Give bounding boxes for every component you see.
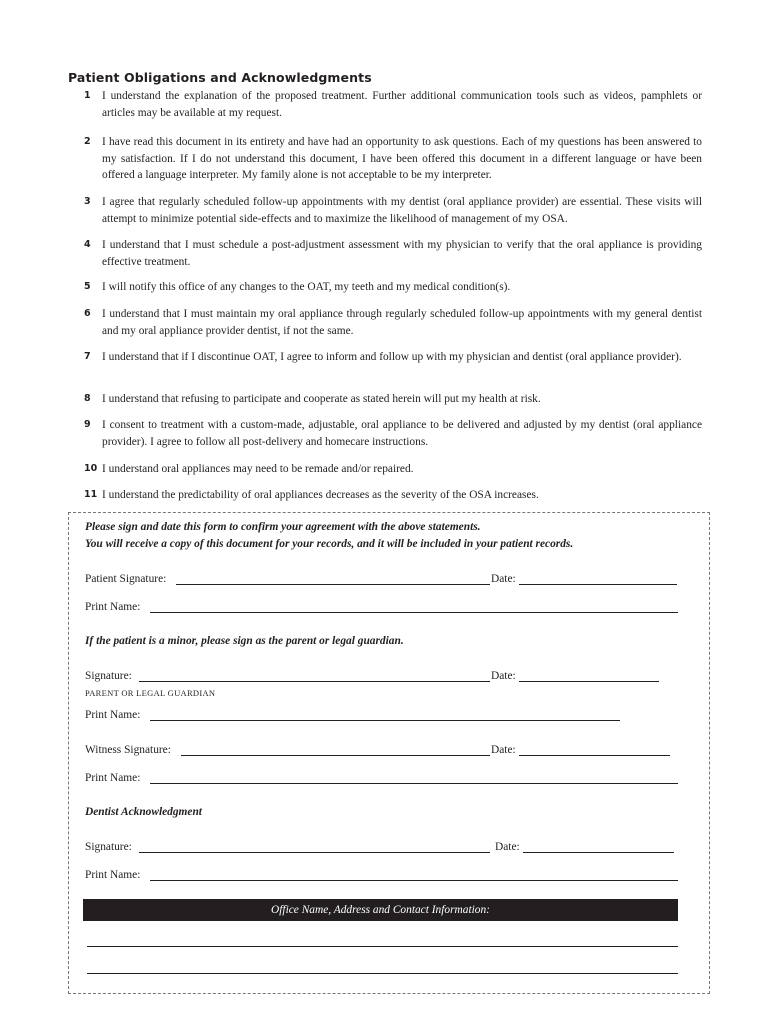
- item-number: 4: [84, 239, 91, 250]
- item-text: I understand that I must maintain my oral appliance through regularly scheduled follow-up appointments with my general dentist and my oral appliance provider dentist, if not the same.: [102, 308, 702, 337]
- item-text: I understand that refusing to participate and cooperate as stated herein will put my health at risk.: [102, 393, 541, 405]
- witness-print-name-label: Print Name:: [85, 772, 141, 784]
- item-text: I have read this document in its entirety and have had an opportunity to ask questions. Each of my questions has been answered to my satisfaction. If I do not understand this document, I have been offered this document in a different language or have been offered a language interpreter. My family alone is not acceptable to be my interpreter.: [102, 136, 702, 181]
- guardian-print-name-label: Print Name:: [85, 709, 141, 721]
- dentist-date-field[interactable]: [523, 852, 674, 853]
- item-number: 3: [84, 196, 91, 207]
- item-number: 5: [84, 281, 91, 292]
- print-name-label: Print Name:: [85, 601, 141, 613]
- item-text: I will notify this office of any changes to the OAT, my teeth and my medical condition(s).: [102, 281, 511, 293]
- item-number: 2: [84, 136, 91, 147]
- dentist-signature-field[interactable]: [139, 852, 490, 853]
- item-text: I understand the explanation of the proposed treatment. Further additional communication tools such as videos, pamphlets or articles may be available at my request.: [102, 90, 702, 119]
- item-number: 9: [84, 419, 91, 430]
- patient-date-field[interactable]: [519, 584, 677, 585]
- guardian-signature-field[interactable]: [139, 681, 490, 682]
- item-text: I understand that I must schedule a post-adjustment assessment with my physician to verify that the oral appliance is providing effective treatment.: [102, 239, 702, 268]
- guardian-date-label: Date:: [491, 670, 516, 682]
- patient-date-label: Date:: [491, 573, 516, 585]
- witness-signature-label: Witness Signature:: [85, 744, 171, 756]
- intro-line-1: Please sign and date this form to confirm your agreement with the above statements.: [85, 521, 481, 533]
- item-number: 7: [84, 351, 91, 362]
- witness-signature-field[interactable]: [181, 755, 490, 756]
- item-text: I consent to treatment with a custom-made, adjustable, oral appliance to be delivered and adjusted by my dentist (oral appliance provider). I agree to follow all post-delivery and homecare instructions.: [102, 419, 702, 448]
- item-text: I agree that regularly scheduled follow-up appointments with my dentist (oral appliance provider) are essential. These visits will attempt to minimize potential side-effects and to maximize the likelihood of management of my OSA.: [102, 196, 702, 225]
- witness-date-field[interactable]: [519, 755, 670, 756]
- item-text: I understand oral appliances may need to be remade and/or repaired.: [102, 463, 414, 475]
- item-number: 10: [84, 463, 98, 474]
- item-number: 8: [84, 393, 91, 404]
- item-text: I understand the predictability of oral appliances decreases as the severity of the OSA increases.: [102, 489, 539, 501]
- office-info-line-2[interactable]: [87, 973, 678, 974]
- guardian-caption: PARENT OR LEGAL GUARDIAN: [85, 688, 216, 698]
- item-number: 6: [84, 308, 91, 319]
- guardian-print-name-field[interactable]: [150, 720, 620, 721]
- dentist-print-name-field[interactable]: [150, 880, 678, 881]
- item-text: I understand that if I discontinue OAT, I agree to inform and follow up with my physician and dentist (oral appliance provider).: [102, 351, 682, 363]
- dentist-signature-label: Signature:: [85, 841, 132, 853]
- dentist-print-name-label: Print Name:: [85, 869, 141, 881]
- witness-print-name-field[interactable]: [150, 783, 678, 784]
- intro-line-2: You will receive a copy of this document for your records, and it will be included in your patient records.: [85, 538, 574, 550]
- patient-signature-label: Patient Signature:: [85, 573, 167, 585]
- print-name-field[interactable]: [150, 612, 678, 613]
- witness-date-label: Date:: [491, 744, 516, 756]
- section-heading: Patient Obligations and Acknowledgments: [68, 70, 372, 85]
- office-info-bar: Office Name, Address and Contact Information:: [83, 899, 678, 921]
- guardian-signature-label: Signature:: [85, 670, 132, 682]
- minor-note: If the patient is a minor, please sign as the parent or legal guardian.: [85, 635, 404, 647]
- dentist-ack-heading: Dentist Acknowledgment: [85, 806, 202, 818]
- item-number: 1: [84, 90, 91, 101]
- guardian-date-field[interactable]: [519, 681, 659, 682]
- item-number: 11: [84, 489, 98, 500]
- office-info-line-1[interactable]: [87, 946, 678, 947]
- dentist-date-label: Date:: [495, 841, 520, 853]
- patient-signature-field[interactable]: [176, 584, 490, 585]
